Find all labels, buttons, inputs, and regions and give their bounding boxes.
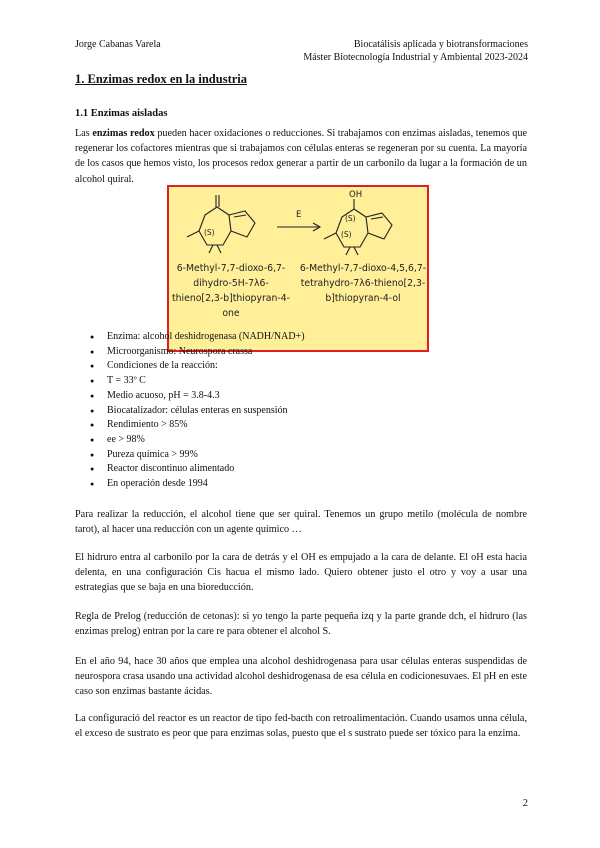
header-program: Máster Biotecnología Industrial y Ambiental 2023-2024 (303, 52, 528, 63)
header-author: Jorge Cabanas Varela (75, 39, 161, 50)
subsection-title: 1.1 Enzimas aisladas (75, 108, 168, 119)
list-item: ● Enzima: alcohol deshidrogenasa (NADH/NAD+) (90, 330, 305, 345)
list-item: ● Pureza química > 99% (90, 448, 305, 463)
substrate-name: 6-Methyl-7,7-dioxo-6,7-dihydro-5H-7λ6-thieno[2,3-b]thiopyran-4-one (172, 263, 290, 319)
list-item: ● Condiciones de la reacción: (90, 359, 305, 374)
list-item: ● Reactor discontinuo alimentado (90, 462, 305, 477)
paragraph-hydride: El hidruro entra al carbonilo por la cara de detrás y el OH es empujado a la cara de delante. El oH esta hacia delenta, en una configuración Cis hacua el mismo lado. Quiero obtener justo el otro y voy a usar una estrategias que se baja en una bioreducción. (75, 552, 527, 594)
intro-post: pueden hacer oxidaciones o reducciones. Si trabajamos con enzimas aisladas, tenemos que regenerar los cofactores mientras que si trabajamos con células enteras se regeneran por su cuenta. La mayoría de los casos que hemos visto, los procesos redox generar a partir de un carbonilo da lugar a la formación de un alcohol quiral. (75, 128, 528, 185)
list-item: ● Medio acuoso, pH = 3.8-4.3 (90, 389, 305, 404)
intro-paragraph (75, 126, 527, 187)
product-name: 6-Methyl-7,7-dioxo-4,5,6,7-tetrahydro-7λ6-thieno[2,3-b]thiopyran-4-ol (299, 263, 427, 304)
conditions-list (90, 330, 305, 492)
page-number: 2 (522, 798, 528, 809)
list-item: ● ee > 98% (90, 433, 305, 448)
list-item: ● Microorganismo: Neurospora crassa (90, 345, 305, 360)
header-course: Biocatálisis aplicada y biotransformaciones (353, 39, 528, 50)
oh-label: OH (349, 190, 363, 200)
paragraph-reactor: La configuració del reactor es un reactor de tipo fed-bacth con retroalimentación. Cuando usamos unna célula, el exceso de sustrato es peor que para enzimas solas, puesto que el s sustrato puede ser tóxico para la enzima. (75, 713, 527, 740)
stereo-label-right-bottom: (S) (341, 230, 352, 239)
list-item: ● Rendimiento > 85% (90, 418, 305, 433)
reaction-figure (167, 185, 429, 352)
paragraph-prelog: Regla de Prelog (reducción de cetonas): si yo tengo la parte pequeña izq y la parte grande dch, el hidruro (las enzimas prelog) entran por la care re para obtener el alcohol S. (75, 611, 527, 638)
list-item: ● T = 33º C (90, 374, 305, 389)
paragraph-history: En el año 94, hace 30 años que emplea una alcohol deshidrogenasa para usar células enteras suspendidas de neurospora crasa usando una actividad alcohol deshidrogenasa de esa célula en codicionesuvaes. El pH en este caso son enzimas bastante ácidas. (75, 656, 527, 698)
stereo-label-left: (S) (204, 228, 215, 237)
intro-pre: Las (75, 128, 93, 139)
intro-bold-term: enzimas redox (92, 128, 155, 139)
arrow-label: E (296, 210, 302, 220)
list-item: ● Biocatalizador: células enteras en suspensión (90, 404, 305, 419)
paragraph-reduction: Para realizar la reducción, el alcohol tiene que ser quiral. Tenemos un grupo metilo (molécula de nombre tarot), al hacer una reducción con un agente químico … (75, 509, 527, 536)
section-title: 1. Enzimas redox en la industria (75, 72, 248, 86)
header-course-info (303, 38, 528, 64)
stereo-label-right-top: (S) (345, 214, 356, 223)
list-item: ● En operación desde 1994 (90, 477, 305, 492)
